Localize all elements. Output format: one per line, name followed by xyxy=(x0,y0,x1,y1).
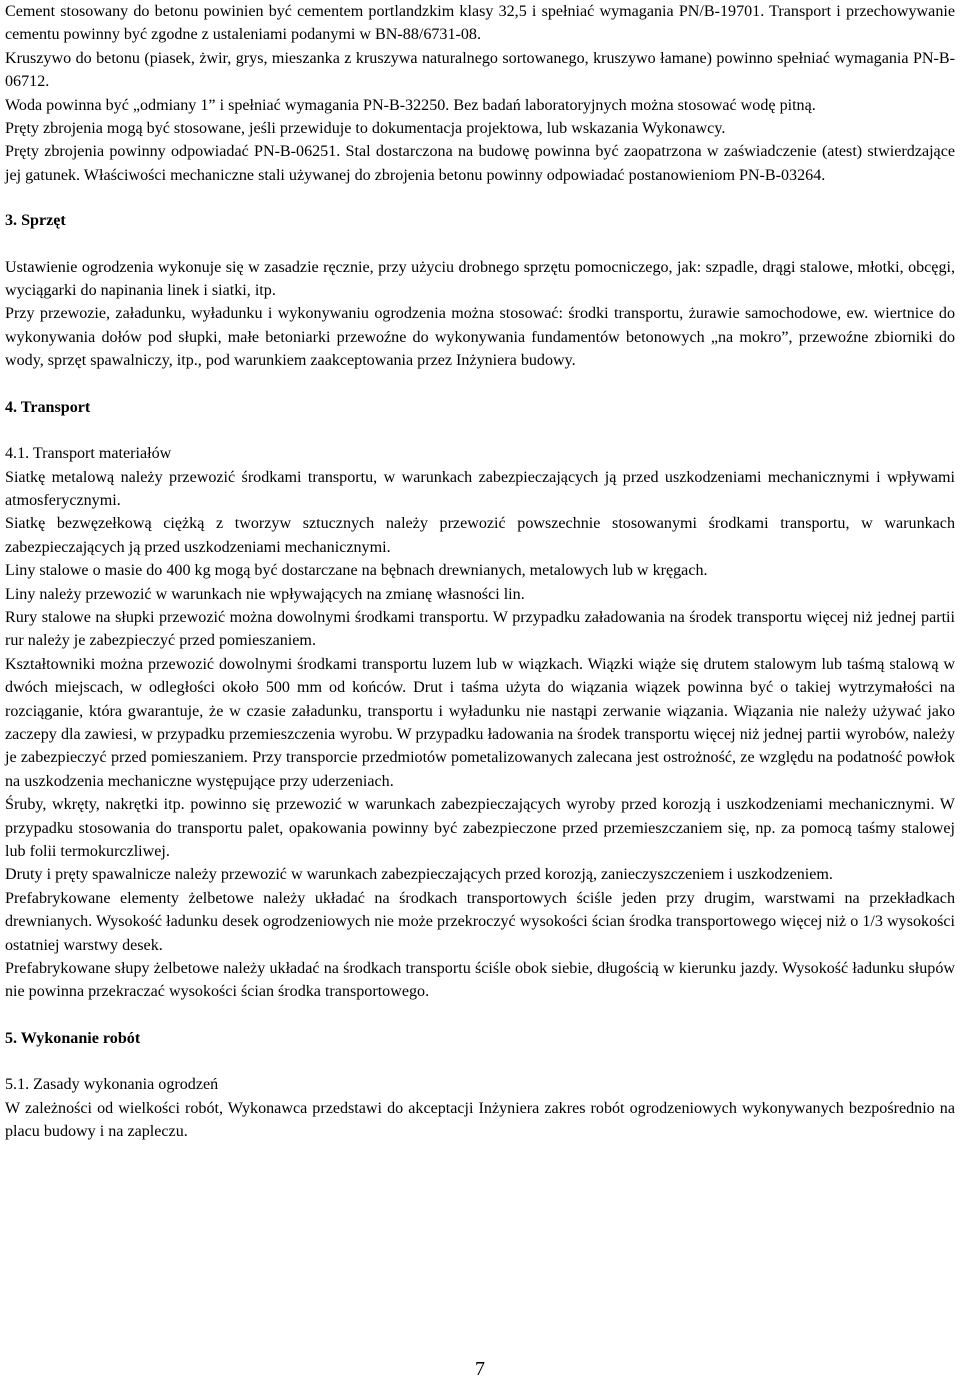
paragraph-fencing-scope: W zależności od wielkości robót, Wykonawca przedstawi do akceptacji Inżyniera zakres robót ogrodzeniowych wykonywanych bezpośrednio na placu budowy i na zapleczu. xyxy=(5,1099,955,1141)
document-page xyxy=(5,0,955,1143)
page-number: 7 xyxy=(475,1358,485,1380)
subsection-heading-materials-transport: 4.1. Transport materiałów xyxy=(5,445,172,463)
paragraph-welding-wires: Druty i pręty spawalnicze należy przewozić w warunkach zabezpieczających przed korozją, zanieczyszczeniem i uszkodzeniem. xyxy=(5,866,833,884)
paragraph-equipment-transport: Przy przewozie, załadunku, wyładunku i wykonywaniu ogrodzenia można stosować: środki transportu, żurawie samochodowe, ew. wiertnice do wykonywania dołów pod słupki, małe betoniarki przewoźne do wykonywania fundamentów betonowych „na mokro”, przewoźne zbiorniki do wody, sprzęt spawalniczy, itp., pod warunkiem zaakceptowania przez Inżyniera budowy. xyxy=(5,305,955,370)
paragraph-rebar-standard: Pręty zbrojenia powinny odpowiadać PN-B-06251. Stal dostarczona na budowę powinna być zaopatrzona w zaświadczenie (atest) stwierdzające jej gatunek. Właściwości mechaniczne stali używanej do zbrojenia betonu powinny odpowiadać postanowieniom PN-B-03264. xyxy=(5,143,955,184)
subsection-heading-fencing-rules: 5.1. Zasady wykonania ogrodzeń xyxy=(5,1076,219,1094)
paragraph-plastic-mesh: Siatkę bezwęzełkową ciężką z tworzyw sztucznych należy przewozić powszechnie stosowanymi środkami transportu, w warunkach zabezpieczających ją przed uszkodzeniami mechanicznymi. xyxy=(5,515,955,556)
paragraph-screws: Śruby, wkręty, nakrętki itp. powinno się przewozić w warunkach zabezpieczających wyroby przed korozją i uszkodzeniami mechanicznymi. W przypadku stosowania do transportu palet, opakowania powinny być zabezpieczone przed przemieszczaniem się, np. za pomocą taśmy stalowej lub folii termokurczliwej. xyxy=(5,796,955,860)
paragraph-metal-mesh: Siatkę metalową należy przewozić środkami transportu, w warunkach zabezpieczających ją przed uszkodzeniami mechanicznymi i wpływami atmosferycznymi. xyxy=(5,468,955,509)
paragraph-rebar-use: Pręty zbrojenia mogą być stosowane, jeśli przewiduje to dokumentacja projektowa, lub wskazania Wykonawcy. xyxy=(5,120,726,138)
section-heading-transport: 4. Transport xyxy=(5,398,91,416)
paragraph-profiles: Kształtowniki można przewozić dowolnymi środkami transportu luzem lub w wiązkach. Wiązki wiąże się drutem stalowym lub taśmą stalową w dwóch miejscach, w odległości około 500 mm od końców. Drut i taśma użyta do wiązania wiązek powinna być o takiej wytrzymałości na rozciąganie, która gwarantuje, że w czasie załadunku, transportu i wyładunku nie nastąpi zerwanie wiązania. Wiązania nie należy używać jako zaczepy dla zawiesi, w przypadku przemieszczenia wyrobu. W przypadku ładowania na środek transportu więcej niż jednej partii wyrobów, należy je zabezpieczyć przed pomieszaniem. Przy transporcie przedmiotów pometalizowanych zalecana jest ostrożność, ze względu na podatność powłok na uszkodzenia mechaniczne występujące przy uderzeniach. xyxy=(5,655,955,790)
paragraph-precast-elements: Prefabrykowane elementy żelbetowe należy układać na środkach transportowych ściśle jeden przy drugim, warstwami na przekładkach drewnianych. Wysokość ładunku desek ogrodzeniowych nie może przekroczyć wysokości ścian środka transportowego więcej niż o 1/3 wysokości ostatniej warstwy desek. xyxy=(5,889,955,954)
paragraph-steel-pipes: Rury stalowe na słupki przewozić można dowolnymi środkami transportu. W przypadku załadowania na środek transportu więcej niż jednej partii rur należy je zabezpieczyć przed pomieszaniem. xyxy=(5,608,955,650)
paragraph-precast-posts: Prefabrykowane słupy żelbetowe należy układać na środkach transportu ściśle obok siebie, długością w kierunku jazdy. Wysokość ładunku słupów nie powinna przekraczać wysokości ścian środka transportowego. xyxy=(5,960,955,1001)
paragraph-ropes-conditions: Liny należy przewozić w warunkach nie wpływających na zmianę własności lin. xyxy=(5,585,525,603)
paragraph-steel-ropes: Liny stalowe o masie do 400 kg mogą być dostarczane na bębnach drewnianych, metalowych lub w kręgach. xyxy=(5,562,708,580)
section-heading-equipment: 3. Sprzęt xyxy=(5,212,66,230)
paragraph-water: Woda powinna być „odmiany 1” i spełniać wymagania PN-B-32250. Bez badań laboratoryjnych można stosować wodę pitną. xyxy=(5,96,816,114)
paragraph-cement: Cement stosowany do betonu powinien być cementem portlandzkim klasy 32,5 i spełniać wymagania PN/B-19701. Transport i przechowywanie cementu powinny być zgodne z ustaleniami podanymi w BN-88/6731-08. xyxy=(5,3,955,44)
paragraph-equipment-manual: Ustawienie ogrodzenia wykonuje się w zasadzie ręcznie, przy użyciu drobnego sprzętu pomocniczego, jak: szpadle, drągi stalowe, młotki, obcęgi, wyciągarki do napinania linek i siatki, itp. xyxy=(5,258,955,300)
paragraph-aggregate: Kruszywo do betonu (piasek, żwir, grys, mieszanka z kruszywa naturalnego sortowanego, kruszywo łamane) powinno spełniać wymagania PN-B-06712. xyxy=(5,49,955,91)
section-heading-works: 5. Wykonanie robót xyxy=(5,1029,141,1047)
